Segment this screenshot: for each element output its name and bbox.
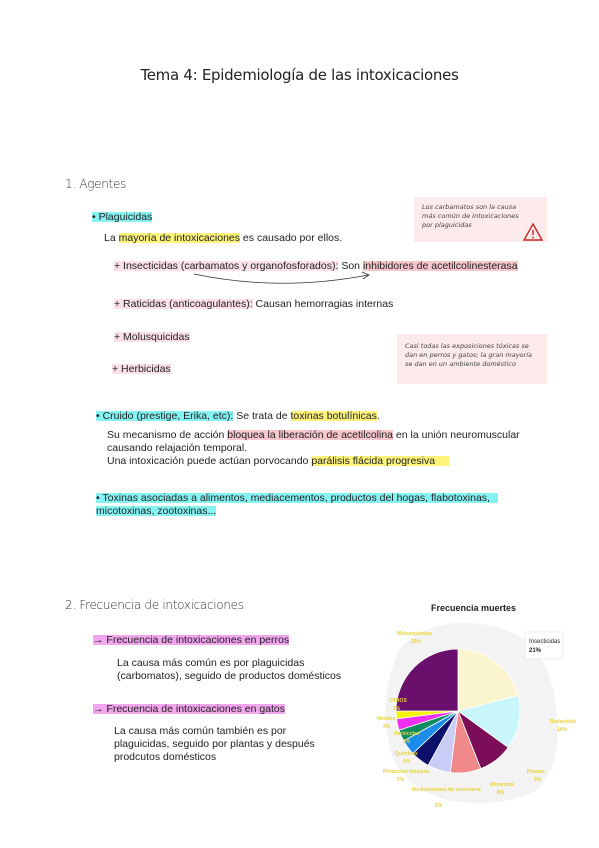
- page-title: Tema 4: Epidemiología de las intoxicaciones: [140, 66, 459, 84]
- perros-heading: [93, 634, 289, 647]
- highlight-fragment: + Raticidas (anticoagulantes):: [114, 298, 253, 310]
- gatos-line-2: plaguicidas, seguido por plantas y después: [114, 738, 315, 750]
- herbicidas-line: [112, 363, 171, 376]
- gatos-line-3: prodcutos domésticos: [114, 751, 217, 763]
- warning-icon: [522, 222, 544, 242]
- label-alimentos-pct: 8%: [497, 790, 505, 796]
- label-quimicos-pct: 4%: [403, 759, 411, 765]
- gatos-heading: [93, 703, 285, 716]
- highlight-fragment: micotoxinas, zootoxinas...: [96, 505, 217, 517]
- pie-chart: [367, 615, 576, 815]
- text-fragment: .: [376, 410, 380, 422]
- gatos-line-1: La causa más común también es por: [114, 725, 287, 737]
- label-medicamentos-pct: 6%: [435, 803, 443, 809]
- section-heading-agentes: 1. Agentes: [65, 177, 127, 191]
- label-medicamentos: Medicamentos de veterinaria: [412, 787, 481, 793]
- perros-line-1: La causa más común es por plaguicidas: [117, 657, 305, 669]
- text-fragment: Su mecanismo de acción: [107, 429, 228, 441]
- text-fragment: en la unión neuromuscular: [393, 429, 520, 441]
- highlight-fragment: toxinas botulínicas: [290, 410, 377, 422]
- raticidas-line: [114, 298, 393, 311]
- callout-label: Insecticidas: [529, 639, 561, 645]
- highlight-fragment: → Frecuencia de intoxicaciones en perros: [93, 634, 290, 646]
- toxinas-line-1: [96, 492, 498, 505]
- note-exposiciones: [397, 334, 547, 384]
- highlight-fragment: mayoría de intoxicaciones: [118, 232, 241, 244]
- chart-title: Frecuencia muertes: [431, 603, 517, 613]
- label-otros: OTROS: [389, 698, 407, 704]
- label-rodenticidas-pct: 14%: [557, 727, 568, 733]
- label-quimicos: Químicos: [395, 751, 418, 757]
- text-fragment: Causan hemorragias internas: [252, 298, 394, 310]
- plaguicidas-line: [104, 232, 342, 245]
- highlight-fragment: + Herbicidas: [112, 363, 171, 375]
- text-fragment: La: [104, 232, 119, 244]
- label-rodenticidas: Rodenticid: [550, 719, 576, 725]
- toxinas-line-2: [96, 505, 216, 518]
- label-molusquicidas: Molusquicidas: [397, 631, 432, 637]
- bullet-plaguicidas: [92, 211, 152, 224]
- text-fragment: Se trata de: [233, 410, 291, 422]
- cruido-paralisis-line: [107, 455, 449, 468]
- highlight-fragment: • Cruido (prestige, Erika, etc):: [96, 410, 234, 422]
- callout-pct: 21%: [529, 648, 542, 654]
- label-alimentos: Alimentos: [490, 782, 515, 788]
- text-fragment: Una intoxicación puede actúan porvocando: [107, 455, 312, 467]
- label-productos-limpieza-pct: 5%: [397, 777, 405, 783]
- highlight-fragment: bloquea la liberación de acetilcolina: [227, 429, 394, 441]
- label-plantas: Plantas: [527, 769, 545, 775]
- label-productos-limpieza: Productos limpieza: [383, 769, 429, 775]
- cruido-line: [96, 410, 380, 423]
- text-fragment: Son: [338, 260, 363, 272]
- label-molusquicidas-pct: 25%: [411, 639, 422, 645]
- text-fragment: es causado por ellos.: [240, 232, 343, 244]
- perros-line-2: (carbomatos), seguido de productos domésticos: [117, 670, 342, 682]
- plaguicidas-label: • Plaguicidas: [92, 211, 153, 223]
- note-text: Los carbamatos son la causa más común de intoxicaciones por plaguicidas: [422, 203, 519, 229]
- label-herbicidas-pct: 3%: [403, 739, 411, 745]
- note-text: Casi todas las exposiciones tóxicas se dan en perros y gatos; la gran mayoría se dan en un ambiente doméstico: [405, 342, 532, 368]
- highlight-fragment: → Frecuencia de intoxicaciones en gatos: [93, 703, 286, 715]
- label-plantas-pct: 9%: [534, 777, 542, 783]
- highlight-fragment: • Toxinas asociadas a alimentos, mediacementos, productos del hogas, flabotoxinas,: [96, 492, 498, 504]
- connector-arrow: [190, 268, 390, 290]
- cruido-relajacion-line: causando relajación temporal.: [107, 442, 248, 454]
- label-metales-pct: 3%: [383, 724, 391, 730]
- highlight-fragment: + Molusquicidas: [114, 331, 190, 343]
- label-herbicidas: Herbicidas: [394, 731, 420, 737]
- label-metales: Metales: [377, 716, 396, 722]
- molusquicidas-line: [114, 331, 190, 344]
- highlight-fragment: + Insecticidas (carbamatos y organofosforados):: [114, 260, 339, 272]
- section-heading-frecuencia: 2. Frecuencia de intoxicaciones: [65, 598, 244, 612]
- highlight-fragment: parálisis flácida progresiva: [311, 455, 449, 467]
- highlight-fragment: inhibidores de acetilcolinesterasa: [362, 260, 518, 272]
- callout-box: [525, 632, 563, 659]
- label-otros-pct: 2%: [393, 706, 401, 712]
- cruido-mecanismo-line: [107, 429, 520, 442]
